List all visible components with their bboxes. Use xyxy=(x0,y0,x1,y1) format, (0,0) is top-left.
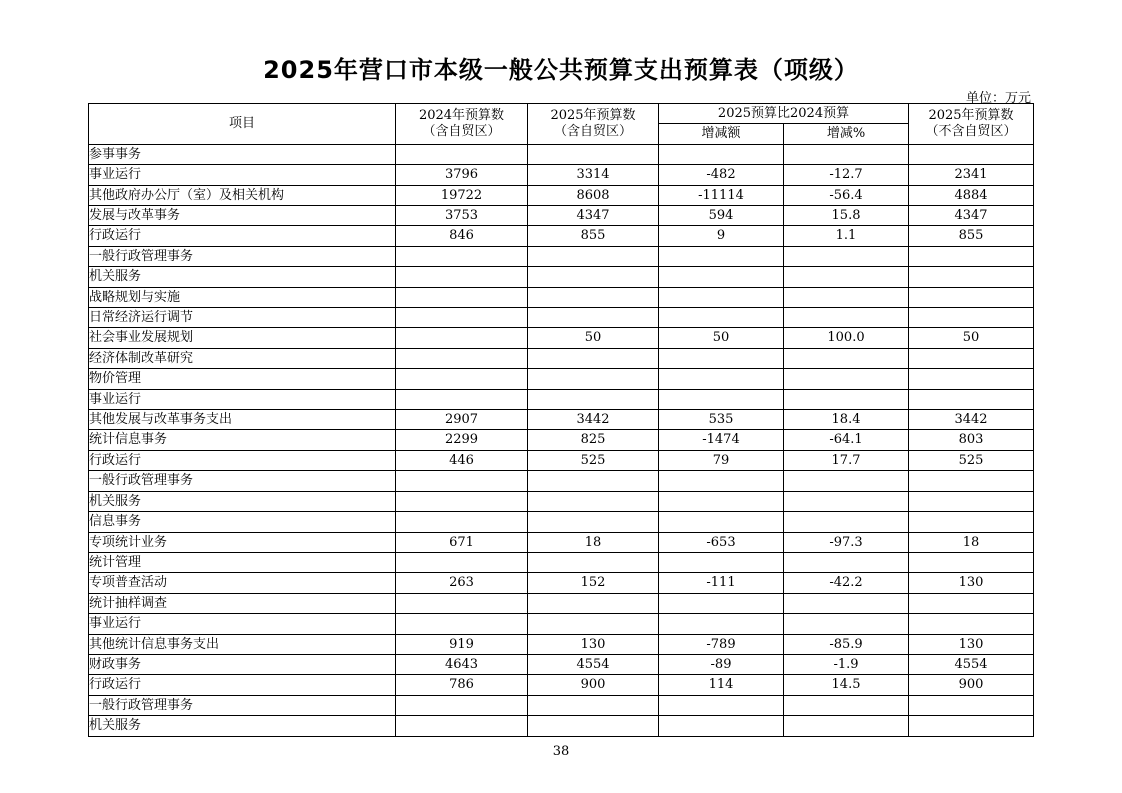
row-budget-2025: 50 xyxy=(528,328,659,348)
row-change-amount: -789 xyxy=(659,634,784,654)
row-budget-2024: 3796 xyxy=(396,165,528,185)
row-item-name: 专项统计业务 xyxy=(89,532,396,552)
row-budget-2025 xyxy=(528,695,659,715)
row-change-amount xyxy=(659,695,784,715)
row-change-amount: 535 xyxy=(659,410,784,430)
header-budget-2025-excl-text: 2025年预算数 （不含自贸区） xyxy=(925,107,1017,139)
row-budget-2025-excl xyxy=(909,369,1034,389)
table-row xyxy=(89,410,1034,430)
row-budget-2025-excl xyxy=(909,614,1034,634)
row-change-pct xyxy=(784,287,909,307)
row-change-pct: 15.8 xyxy=(784,206,909,226)
row-budget-2025: 152 xyxy=(528,573,659,593)
page-number: 38 xyxy=(552,744,570,759)
row-item-name: 经济体制改革研究 xyxy=(89,348,396,368)
row-item-name: 其他发展与改革事务支出 xyxy=(89,410,396,430)
row-item-name: 机关服务 xyxy=(89,267,396,287)
row-item-name: 机关服务 xyxy=(89,491,396,511)
table-row xyxy=(89,308,1034,328)
row-change-amount xyxy=(659,287,784,307)
row-item-name: 行政运行 xyxy=(89,675,396,695)
row-item-name: 事业运行 xyxy=(89,165,396,185)
table-row xyxy=(89,450,1034,470)
row-budget-2025-excl: 130 xyxy=(909,634,1034,654)
row-budget-2025: 4554 xyxy=(528,654,659,674)
row-change-amount xyxy=(659,389,784,409)
row-budget-2025-excl xyxy=(909,389,1034,409)
row-item-name: 日常经济运行调节 xyxy=(89,308,396,328)
row-budget-2024 xyxy=(396,471,528,491)
budget-table xyxy=(88,103,1034,737)
row-budget-2025 xyxy=(528,348,659,368)
row-budget-2025-excl xyxy=(909,491,1034,511)
row-change-amount xyxy=(659,593,784,613)
row-change-amount: -111 xyxy=(659,573,784,593)
row-change-amount: 594 xyxy=(659,206,784,226)
row-change-pct: 18.4 xyxy=(784,410,909,430)
row-change-pct xyxy=(784,695,909,715)
row-budget-2025-excl: 855 xyxy=(909,226,1034,246)
row-budget-2024: 2907 xyxy=(396,410,528,430)
row-change-pct: -1.9 xyxy=(784,654,909,674)
row-budget-2025: 4347 xyxy=(528,206,659,226)
row-change-pct xyxy=(784,471,909,491)
row-change-amount xyxy=(659,348,784,368)
row-budget-2024 xyxy=(396,246,528,266)
row-budget-2025-excl: 525 xyxy=(909,450,1034,470)
table-row xyxy=(89,267,1034,287)
row-change-pct xyxy=(784,552,909,572)
table-row xyxy=(89,695,1034,715)
row-budget-2025 xyxy=(528,614,659,634)
row-change-pct xyxy=(784,593,909,613)
row-budget-2025 xyxy=(528,491,659,511)
row-budget-2025-excl xyxy=(909,144,1034,164)
row-change-pct xyxy=(784,369,909,389)
row-change-pct xyxy=(784,246,909,266)
row-change-pct xyxy=(784,716,909,736)
row-item-name: 发展与改革事务 xyxy=(89,206,396,226)
row-change-pct: -64.1 xyxy=(784,430,909,450)
row-change-pct xyxy=(784,308,909,328)
table-row xyxy=(89,430,1034,450)
row-budget-2025-excl: 4554 xyxy=(909,654,1034,674)
row-item-name: 其他政府办公厅（室）及相关机构 xyxy=(89,185,396,205)
row-budget-2025-excl: 4347 xyxy=(909,206,1034,226)
row-item-name: 社会事业发展规划 xyxy=(89,328,396,348)
row-change-amount: -1474 xyxy=(659,430,784,450)
header-change-pct: 增减% xyxy=(784,124,909,144)
row-budget-2025: 130 xyxy=(528,634,659,654)
row-budget-2025 xyxy=(528,287,659,307)
row-budget-2025: 525 xyxy=(528,450,659,470)
row-change-pct xyxy=(784,389,909,409)
page-title: 2025年营口市本级一般公共预算支出预算表（项级） xyxy=(263,56,859,84)
row-budget-2024 xyxy=(396,716,528,736)
row-change-pct: -85.9 xyxy=(784,634,909,654)
row-budget-2025 xyxy=(528,144,659,164)
row-budget-2025 xyxy=(528,593,659,613)
table-row xyxy=(89,573,1034,593)
row-budget-2025 xyxy=(528,369,659,389)
row-change-amount xyxy=(659,471,784,491)
row-item-name: 战略规划与实施 xyxy=(89,287,396,307)
row-budget-2024: 263 xyxy=(396,573,528,593)
table-row xyxy=(89,287,1034,307)
row-budget-2024: 446 xyxy=(396,450,528,470)
row-budget-2024 xyxy=(396,389,528,409)
row-change-amount xyxy=(659,491,784,511)
row-item-name: 其他统计信息事务支出 xyxy=(89,634,396,654)
row-change-amount: 9 xyxy=(659,226,784,246)
row-budget-2025-excl xyxy=(909,512,1034,532)
row-change-pct xyxy=(784,491,909,511)
row-item-name: 一般行政管理事务 xyxy=(89,246,396,266)
row-item-name: 专项普查活动 xyxy=(89,573,396,593)
row-budget-2024 xyxy=(396,308,528,328)
row-budget-2025-excl: 803 xyxy=(909,430,1034,450)
table-row xyxy=(89,246,1034,266)
row-change-amount: -11114 xyxy=(659,185,784,205)
row-item-name: 事业运行 xyxy=(89,389,396,409)
row-budget-2025 xyxy=(528,246,659,266)
row-budget-2025-excl xyxy=(909,716,1034,736)
row-change-pct: 100.0 xyxy=(784,328,909,348)
row-change-amount: -89 xyxy=(659,654,784,674)
table-row xyxy=(89,165,1034,185)
row-change-amount xyxy=(659,246,784,266)
row-change-amount: 79 xyxy=(659,450,784,470)
row-item-name: 物价管理 xyxy=(89,369,396,389)
table-row xyxy=(89,328,1034,348)
table-row xyxy=(89,206,1034,226)
row-budget-2025: 855 xyxy=(528,226,659,246)
table-row xyxy=(89,389,1034,409)
row-budget-2024: 919 xyxy=(396,634,528,654)
row-change-amount xyxy=(659,716,784,736)
row-item-name: 财政事务 xyxy=(89,654,396,674)
row-budget-2025 xyxy=(528,267,659,287)
table-row xyxy=(89,348,1034,368)
row-item-name: 统计管理 xyxy=(89,552,396,572)
table-row xyxy=(89,634,1034,654)
row-budget-2025-excl xyxy=(909,308,1034,328)
table-row xyxy=(89,532,1034,552)
row-item-name: 参事事务 xyxy=(89,144,396,164)
row-item-name: 统计抽样调查 xyxy=(89,593,396,613)
header-comparison-group: 2025预算比2024预算 xyxy=(659,104,909,124)
row-budget-2024 xyxy=(396,695,528,715)
row-budget-2025 xyxy=(528,716,659,736)
row-budget-2024: 4643 xyxy=(396,654,528,674)
row-change-pct: 1.1 xyxy=(784,226,909,246)
row-change-amount xyxy=(659,369,784,389)
table-row xyxy=(89,491,1034,511)
header-budget-2025-text: 2025年预算数 （含自贸区） xyxy=(550,107,636,139)
row-change-pct xyxy=(784,144,909,164)
row-budget-2024 xyxy=(396,614,528,634)
row-change-pct xyxy=(784,348,909,368)
header-change-amount: 增减额 xyxy=(659,124,784,144)
row-change-amount: -482 xyxy=(659,165,784,185)
row-budget-2025-excl: 900 xyxy=(909,675,1034,695)
table-row xyxy=(89,654,1034,674)
row-budget-2025: 8608 xyxy=(528,185,659,205)
row-budget-2025 xyxy=(528,389,659,409)
row-budget-2024 xyxy=(396,287,528,307)
row-budget-2025: 3314 xyxy=(528,165,659,185)
row-item-name: 机关服务 xyxy=(89,716,396,736)
row-change-pct: -42.2 xyxy=(784,573,909,593)
row-budget-2025 xyxy=(528,512,659,532)
row-budget-2025-excl: 18 xyxy=(909,532,1034,552)
row-change-amount xyxy=(659,614,784,634)
row-item-name: 行政运行 xyxy=(89,226,396,246)
row-change-pct xyxy=(784,512,909,532)
row-change-amount: 50 xyxy=(659,328,784,348)
row-item-name: 信息事务 xyxy=(89,512,396,532)
row-change-amount xyxy=(659,267,784,287)
row-change-amount: -653 xyxy=(659,532,784,552)
row-budget-2024: 3753 xyxy=(396,206,528,226)
row-budget-2024 xyxy=(396,593,528,613)
header-budget-2024-text: 2024年预算数 （含自贸区） xyxy=(418,107,505,139)
row-budget-2025 xyxy=(528,471,659,491)
row-change-pct xyxy=(784,614,909,634)
table-row xyxy=(89,593,1034,613)
row-budget-2025-excl: 2341 xyxy=(909,165,1034,185)
row-budget-2025: 900 xyxy=(528,675,659,695)
row-budget-2024: 846 xyxy=(396,226,528,246)
row-budget-2025-excl: 130 xyxy=(909,573,1034,593)
header-budget-2024 xyxy=(396,104,528,145)
table-row xyxy=(89,675,1034,695)
row-item-name: 行政运行 xyxy=(89,450,396,470)
row-change-pct xyxy=(784,267,909,287)
row-change-amount xyxy=(659,144,784,164)
header-item: 项目 xyxy=(89,104,396,145)
row-budget-2024 xyxy=(396,552,528,572)
row-budget-2025-excl: 4884 xyxy=(909,185,1034,205)
row-item-name: 事业运行 xyxy=(89,614,396,634)
row-change-pct: -97.3 xyxy=(784,532,909,552)
row-budget-2025 xyxy=(528,552,659,572)
row-item-name: 一般行政管理事务 xyxy=(89,695,396,715)
row-budget-2025-excl xyxy=(909,471,1034,491)
table-row xyxy=(89,471,1034,491)
row-change-pct: 17.7 xyxy=(784,450,909,470)
row-budget-2025-excl xyxy=(909,552,1034,572)
row-budget-2024 xyxy=(396,348,528,368)
row-budget-2024 xyxy=(396,267,528,287)
row-budget-2025-excl xyxy=(909,287,1034,307)
header-budget-2025-excl xyxy=(909,104,1034,145)
row-change-amount xyxy=(659,552,784,572)
table-row xyxy=(89,144,1034,164)
row-budget-2025: 3442 xyxy=(528,410,659,430)
row-change-amount xyxy=(659,512,784,532)
table-row xyxy=(89,716,1034,736)
table-body xyxy=(89,144,1034,736)
row-budget-2025-excl xyxy=(909,267,1034,287)
row-budget-2025: 825 xyxy=(528,430,659,450)
header-budget-2025 xyxy=(528,104,659,145)
row-budget-2024 xyxy=(396,144,528,164)
row-budget-2024: 671 xyxy=(396,532,528,552)
row-budget-2025-excl xyxy=(909,695,1034,715)
row-budget-2024 xyxy=(396,369,528,389)
table-row xyxy=(89,226,1034,246)
row-budget-2025-excl xyxy=(909,593,1034,613)
row-item-name: 统计信息事务 xyxy=(89,430,396,450)
row-budget-2025-excl xyxy=(909,246,1034,266)
row-change-pct: 14.5 xyxy=(784,675,909,695)
row-budget-2025-excl xyxy=(909,348,1034,368)
row-budget-2024: 19722 xyxy=(396,185,528,205)
table-row xyxy=(89,512,1034,532)
row-budget-2025: 18 xyxy=(528,532,659,552)
row-budget-2025-excl: 3442 xyxy=(909,410,1034,430)
row-change-amount: 114 xyxy=(659,675,784,695)
table-row xyxy=(89,185,1034,205)
table-row xyxy=(89,614,1034,634)
row-budget-2024: 2299 xyxy=(396,430,528,450)
row-item-name: 一般行政管理事务 xyxy=(89,471,396,491)
row-change-pct: -56.4 xyxy=(784,185,909,205)
row-budget-2025 xyxy=(528,308,659,328)
row-budget-2024 xyxy=(396,512,528,532)
table-row xyxy=(89,552,1034,572)
row-change-pct: -12.7 xyxy=(784,165,909,185)
row-budget-2024 xyxy=(396,491,528,511)
row-budget-2025-excl: 50 xyxy=(909,328,1034,348)
row-budget-2024 xyxy=(396,328,528,348)
row-change-amount xyxy=(659,308,784,328)
row-budget-2024: 786 xyxy=(396,675,528,695)
unit-label: 单位：万元 xyxy=(965,91,1031,106)
table-row xyxy=(89,369,1034,389)
